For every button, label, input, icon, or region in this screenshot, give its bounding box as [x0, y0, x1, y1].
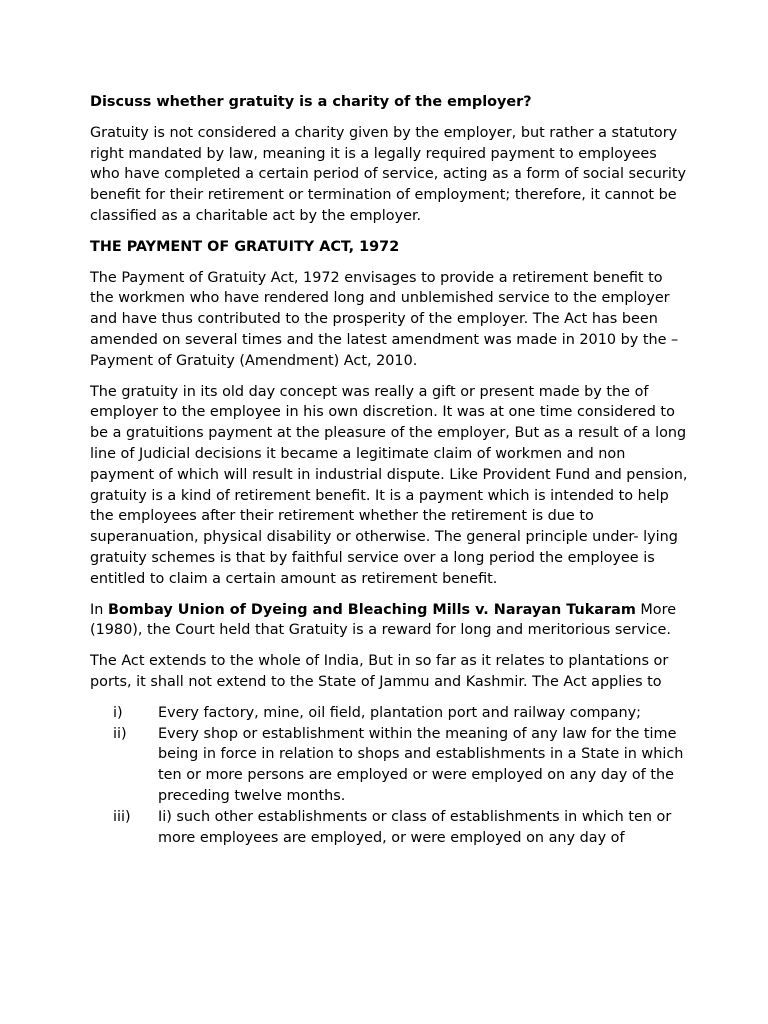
question-heading: Discuss whether gratuity is a charity of the employer? — [90, 94, 532, 110]
list-item — [90, 807, 690, 849]
act-heading: THE PAYMENT OF GRATUITY ACT, 1972 — [90, 238, 400, 255]
case-name: Bombay Union of Dyeing and Bleaching Mills v. Narayan Tukaram — [107, 601, 636, 618]
paragraph-act-overview: The Payment of Gratuity Act, 1972 envisages to provide a retirement benefit to the workmen who have rendered long and unblemished service to the employer and have thus contributed to the prosperity of the employer. The Act has been amended on several times and the latest amendment was made in 2010 by the – Payment of Gratuity (Amendment) Act, 2010. — [90, 269, 679, 369]
document-page — [90, 92, 690, 848]
paragraph-act-extent: The Act extends to the whole of India, But in so far as it relates to plantations or ports, it shall not extend to the State of Jammu and Kashmir. The Act applies to — [90, 653, 669, 690]
list-item-text: Every shop or establishment within the meaning of any law for the time being in force in relation to shops and establishments in a State in which ten or more persons are employed or were employed on any day of the preceding twelve months. — [158, 725, 684, 804]
list-item — [90, 724, 690, 807]
list-item-text: Ii) such other establishments or class of establishments in which ten or more employees are employed, or were employed on any day of — [158, 808, 672, 846]
list-item-number: i) — [113, 704, 123, 721]
paragraph-gratuity-not-charity: Gratuity is not considered a charity given by the employer, but rather a statutory right mandated by law, meaning it is a legally required payment to employees who have completed a certain period of service, acting as a form of social security benefit for their retirement or termination of employment; therefore, it cannot be classified as a charitable act by the employer. — [90, 124, 686, 224]
case-law-suffix: More (1980), the Court held that Gratuity is a reward for long and meritorious service. — [90, 601, 677, 639]
list-item-text: Every factory, mine, oil field, plantation port and railway company; — [158, 704, 641, 721]
list-item-number: ii) — [113, 725, 127, 742]
paragraph-old-concept: The gratuity in its old day concept was really a gift or present made by the of employer to the employee in his own discretion. It was at one time considered to be a gratuitions payment at the pleasure of the employer, But as a result of a long line of Judicial decisions it became a legitimate claim of workmen and non payment of which will result in industrial dispute. Like Provident Fund and pension, gratuity is a kind of retirement benefit. It is a payment which is intended to help the employees after their retirement whether the retirement is due to superanuation, physical disability or otherwise. The general principle under- lying gratuity schemes is that by faithful service over a long period the employee is entitled to claim a certain amount as retirement benefit. — [90, 383, 688, 587]
case-law-prefix: In — [90, 601, 108, 618]
applicability-list — [90, 703, 690, 849]
list-item — [90, 703, 690, 724]
paragraph-case-law — [90, 600, 690, 642]
list-item-number: iii) — [113, 808, 131, 825]
